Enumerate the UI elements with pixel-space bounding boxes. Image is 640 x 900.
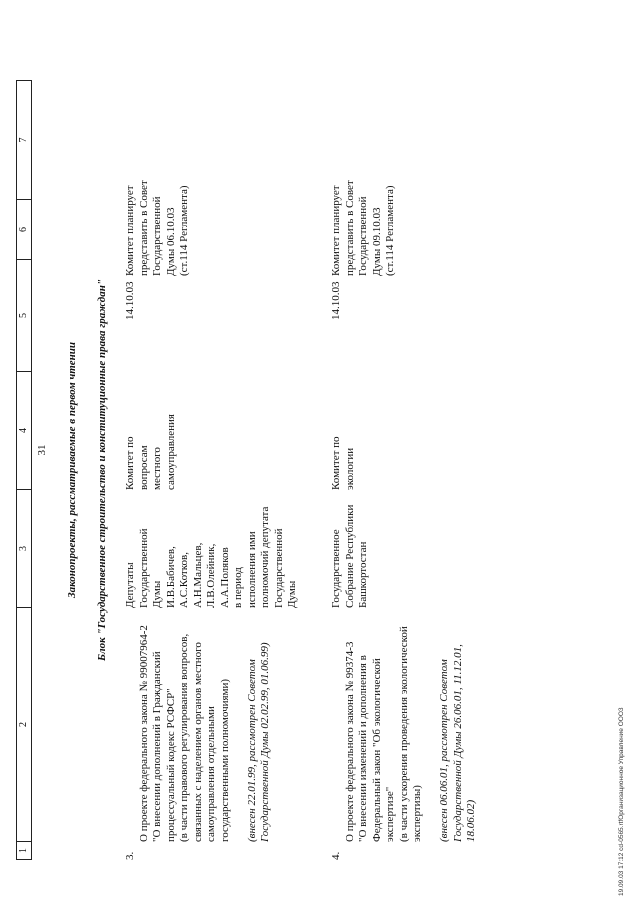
column-header: 4 — [17, 371, 31, 489]
column-header-table — [16, 80, 32, 860]
column-header: 3 — [17, 489, 31, 607]
bill-title-cell — [330, 616, 492, 842]
date: 14.10.03 — [330, 281, 342, 320]
remark: Комитет планирует представить в Совет Государственной Думы 06.10.03 (ст.114 Регламента) — [124, 180, 190, 276]
footer-file-stamp: 19.09.03 17:12 cd-0565.rtfОрганизационное Управление ООО3 — [618, 707, 625, 896]
section-title: Законопроекты, рассматриваемые в первом чтении — [66, 342, 78, 598]
initiator: Государственное Собрание Республики Башкортостан — [330, 504, 369, 608]
column-header: 1 — [17, 841, 31, 859]
row-number: 4. — [330, 851, 342, 860]
committee: Комитет по экологии — [330, 436, 356, 490]
date: 14.10.03 — [124, 281, 136, 320]
remark: Комитет планирует представить в Совет Государственной Думы 09.10.03 (ст.114 Регламента) — [330, 180, 396, 276]
column-header: 7 — [18, 137, 29, 143]
bill-title: О проекте федерального закона № 99374-3 "О внесении изменений и дополнения в Федеральный закон "Об экологической экспертизе" (в части ускорения проведения экологической экспертизы) — [343, 626, 423, 842]
bill-title: О проекте федерального закона № 99007964-2 "О внесении дополнений в Гражданский процессуальный кодекс РСФСР" (в части правового регулирования вопросов, связанных с наделением органов местного самоуправления отдельными государственными полномочиями) — [137, 625, 231, 842]
page-number: 31 — [36, 444, 48, 456]
column-header: 5 — [17, 259, 31, 371]
committee: Комитет по вопросам местного самоуправления — [124, 414, 177, 490]
column-header: 2 — [17, 607, 31, 841]
bill-note: (внесен 06.06.01, рассмотрен Советом Государственной Думы 26.06.01, 11.12.01, 18.06.02) — [438, 644, 477, 842]
row-number: 3. — [124, 851, 136, 860]
initiator: Депутаты Государственной Думы И.В.Бабичев, А.С.Котков, А.Н.Мальцев, Л.В.Олейник, А.А.Поляков в период исполнения ими полномочий депутата Государственной Думы — [124, 506, 298, 608]
bill-note: (внесен 22.01.99, рассмотрен Советом Государственной Думы 02.02.99, 01.06.99) — [245, 642, 271, 842]
column-header: 6 — [17, 199, 31, 259]
bill-title-cell — [124, 616, 286, 842]
block-title: Блок "Государственное строительство и конституционные права граждан" — [96, 279, 108, 661]
